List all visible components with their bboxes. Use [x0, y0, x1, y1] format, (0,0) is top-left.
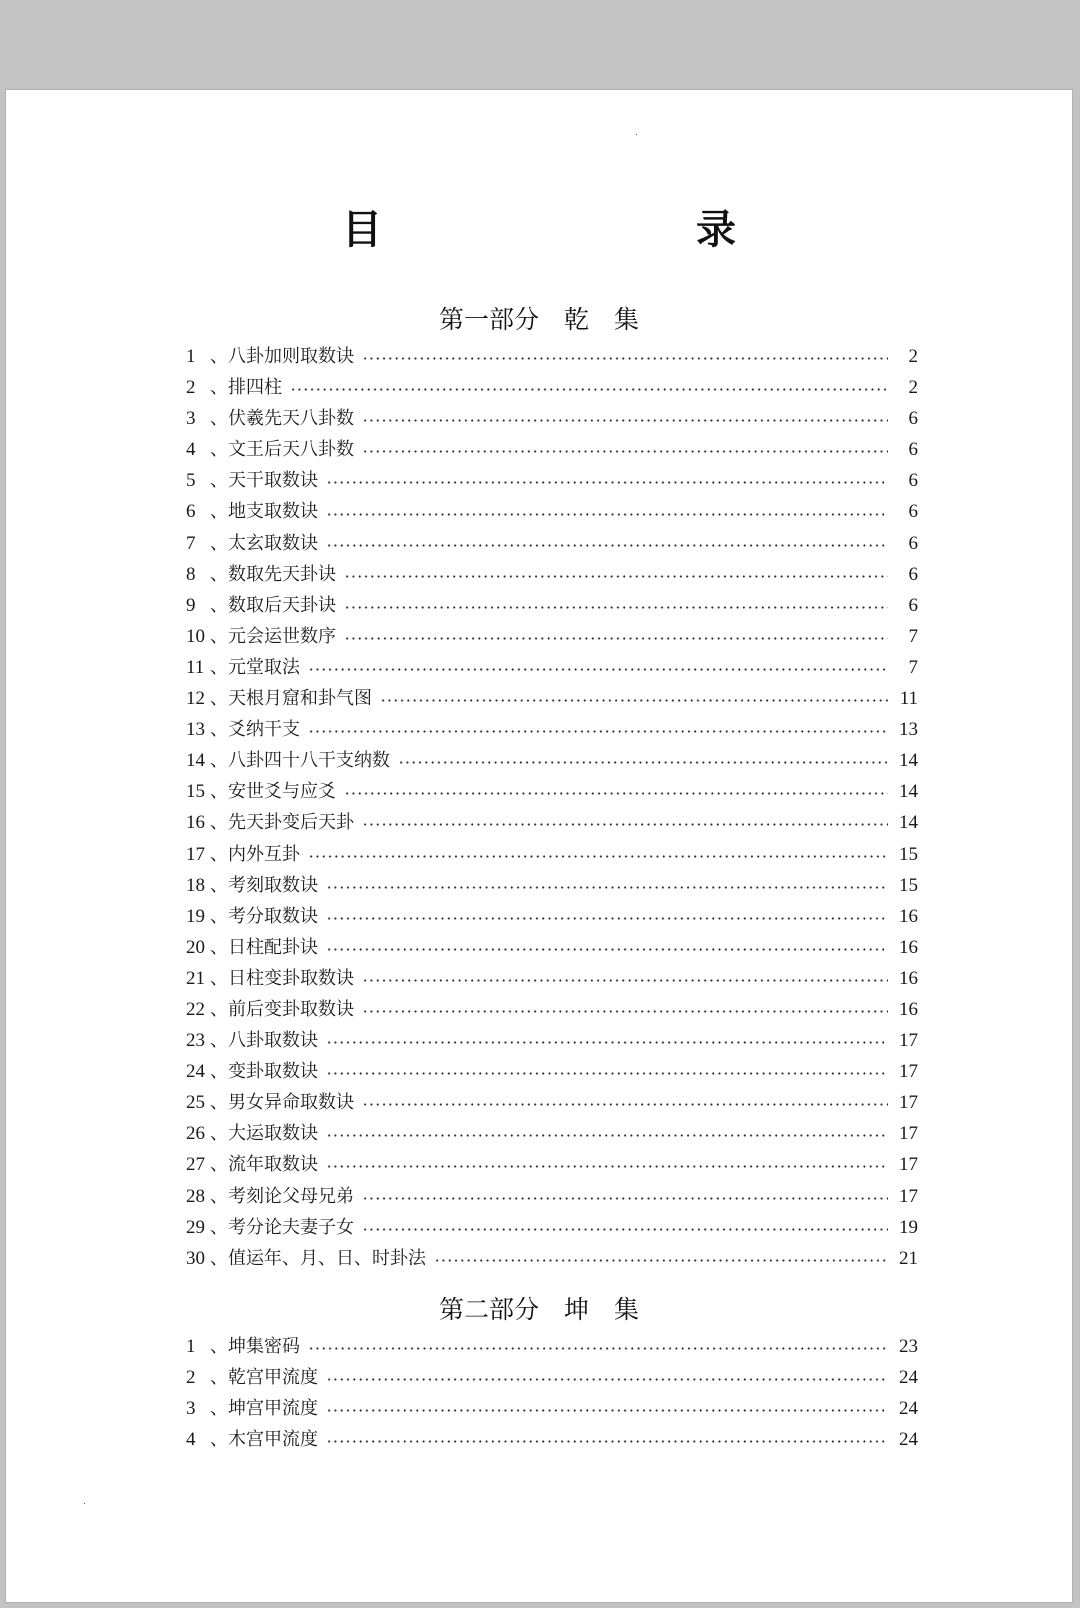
toc-entry[interactable]: [186, 465, 918, 496]
toc-entry[interactable]: [186, 683, 918, 714]
entry-title: 木宫甲流度: [228, 1429, 318, 1451]
toc-entry[interactable]: [186, 1149, 918, 1180]
entry-page-number: 24: [899, 1367, 918, 1389]
toc-entry[interactable]: [186, 434, 918, 465]
dot-leader: [362, 979, 888, 982]
enumeration-comma: 、: [210, 688, 228, 710]
entry-page-number: 2: [908, 377, 918, 399]
entry-number: 6: [186, 501, 196, 523]
scan-speck: [636, 134, 637, 135]
dot-leader: [326, 1134, 888, 1137]
entry-number: 30: [186, 1247, 205, 1269]
entry-title: 值运年、月、日、时卦法: [228, 1247, 426, 1269]
entry-title: 男女异命取数诀: [228, 1092, 354, 1114]
enumeration-comma: 、: [210, 998, 228, 1020]
entry-page-number: 14: [899, 812, 918, 834]
enumeration-comma: 、: [210, 874, 228, 896]
toc-entry[interactable]: [186, 994, 918, 1025]
enumeration-comma: 、: [210, 1154, 228, 1176]
entry-page-number: 13: [899, 719, 918, 741]
document-page: [6, 90, 1072, 1602]
entry-number: 25: [186, 1092, 205, 1114]
scan-speck: [84, 1503, 85, 1504]
toc-entry[interactable]: [186, 1393, 918, 1424]
toc-entry[interactable]: [186, 1087, 918, 1118]
entry-number: 17: [186, 843, 205, 865]
enumeration-comma: 、: [210, 594, 228, 616]
enumeration-comma: 、: [210, 439, 228, 461]
page-title: 目 录: [342, 207, 814, 253]
entry-number: 28: [186, 1185, 205, 1207]
entry-title: 数取先天卦诀: [228, 563, 336, 585]
enumeration-comma: 、: [210, 346, 228, 367]
toc-entry[interactable]: [186, 1025, 918, 1056]
entry-page-number: 19: [899, 1216, 918, 1238]
enumeration-comma: 、: [210, 470, 228, 492]
enumeration-comma: 、: [210, 1429, 228, 1451]
entry-title: 伏羲先天八卦数: [228, 408, 354, 430]
section-heading-part-2: [6, 1290, 1072, 1326]
dot-leader: [308, 855, 888, 858]
enumeration-comma: 、: [210, 501, 228, 523]
entry-number: 29: [186, 1216, 205, 1238]
section-heading-part-1: [6, 300, 1072, 336]
enumeration-comma: 、: [210, 750, 228, 772]
entry-number: 16: [186, 812, 205, 834]
entry-title: 内外互卦: [228, 843, 300, 865]
entry-number: 26: [186, 1123, 205, 1145]
toc-entry[interactable]: [186, 1362, 918, 1393]
toc-list-part-1: [186, 341, 918, 1274]
enumeration-comma: 、: [210, 1398, 228, 1420]
entry-page-number: 6: [908, 439, 918, 461]
entry-number: 15: [186, 781, 205, 803]
entry-title: 八卦四十八干支纳数: [228, 750, 390, 772]
toc-entry[interactable]: [186, 870, 918, 901]
entry-page-number: 15: [899, 843, 918, 865]
toc-entry[interactable]: [186, 1331, 918, 1362]
enumeration-comma: 、: [210, 408, 228, 430]
entry-page-number: 6: [908, 408, 918, 430]
dot-leader: [344, 637, 888, 640]
enumeration-comma: 、: [210, 1216, 228, 1238]
enumeration-comma: 、: [210, 905, 228, 927]
dot-leader: [380, 699, 888, 702]
dot-leader: [362, 1010, 888, 1013]
entry-title: 考分论夫妻子女: [228, 1216, 354, 1238]
dot-leader: [326, 1440, 888, 1443]
entry-title: 流年取数诀: [228, 1154, 318, 1176]
entry-page-number: 17: [899, 1123, 918, 1145]
dot-leader: [362, 419, 888, 422]
enumeration-comma: 、: [210, 563, 228, 585]
entry-page-number: 16: [899, 905, 918, 927]
entry-number: 9: [186, 594, 196, 616]
toc-entry[interactable]: [186, 559, 918, 590]
dot-leader: [308, 668, 888, 671]
dot-leader: [344, 606, 888, 609]
dot-leader: [362, 1103, 888, 1106]
toc-entry[interactable]: [186, 372, 918, 403]
entry-page-number: 6: [908, 470, 918, 492]
toc-entry[interactable]: [186, 1243, 918, 1274]
entry-page-number: 15: [899, 874, 918, 896]
dot-leader: [326, 1409, 888, 1412]
entry-title: 八卦加则取数诀: [228, 346, 354, 367]
entry-title: 考刻取数诀: [228, 874, 318, 896]
toc-entry[interactable]: [186, 932, 918, 963]
entry-number: 5: [186, 470, 196, 492]
enumeration-comma: 、: [210, 719, 228, 741]
toc-entry[interactable]: [186, 963, 918, 994]
toc-entry[interactable]: [186, 714, 918, 745]
enumeration-comma: 、: [210, 1092, 228, 1114]
toc-entry[interactable]: [186, 776, 918, 807]
enumeration-comma: 、: [210, 656, 228, 678]
entry-page-number: 17: [899, 1185, 918, 1207]
entry-title: 太玄取数诀: [228, 532, 318, 554]
enumeration-comma: 、: [210, 1123, 228, 1145]
entry-number: 24: [186, 1061, 205, 1083]
entry-page-number: 14: [899, 781, 918, 803]
dot-leader: [362, 823, 888, 826]
dot-leader: [326, 544, 888, 547]
dot-leader: [434, 1259, 888, 1262]
enumeration-comma: 、: [210, 1030, 228, 1052]
entry-title: 八卦取数诀: [228, 1030, 318, 1052]
toc-entry[interactable]: [186, 496, 918, 527]
entry-number: 27: [186, 1154, 205, 1176]
entry-page-number: 6: [908, 501, 918, 523]
entry-number: 12: [186, 688, 205, 710]
entry-page-number: 16: [899, 967, 918, 989]
entry-number: 21: [186, 967, 205, 989]
entry-page-number: 17: [899, 1061, 918, 1083]
entry-page-number: 6: [908, 594, 918, 616]
entry-page-number: 2: [908, 346, 918, 367]
toc-entry[interactable]: [186, 621, 918, 652]
entry-number: 20: [186, 936, 205, 958]
entry-title: 数取后天卦诀: [228, 594, 336, 616]
enumeration-comma: 、: [210, 936, 228, 958]
entry-page-number: 6: [908, 532, 918, 554]
entry-title: 日柱配卦诀: [228, 936, 318, 958]
entry-page-number: 14: [899, 750, 918, 772]
enumeration-comma: 、: [210, 1367, 228, 1389]
entry-title: 坤集密码: [228, 1336, 300, 1357]
entry-title: 安世爻与应爻: [228, 781, 336, 803]
enumeration-comma: 、: [210, 812, 228, 834]
entry-number: 1: [186, 346, 196, 367]
entry-number: 22: [186, 998, 205, 1020]
toc-entry[interactable]: [186, 1424, 918, 1455]
dot-leader: [326, 917, 888, 920]
dot-leader: [326, 1165, 888, 1168]
enumeration-comma: 、: [210, 1185, 228, 1207]
dot-leader: [344, 792, 888, 795]
dot-leader: [362, 1228, 888, 1231]
entry-number: 7: [186, 532, 196, 554]
enumeration-comma: 、: [210, 1061, 228, 1083]
toc-list-part-2: [186, 1331, 918, 1455]
toc-entry[interactable]: [186, 1056, 918, 1087]
entry-page-number: 11: [899, 688, 918, 710]
dot-leader: [290, 388, 888, 391]
dot-leader: [326, 1072, 888, 1075]
entry-title: 天根月窟和卦气图: [228, 688, 372, 710]
entry-title: 元堂取法: [228, 656, 300, 678]
entry-title: 排四柱: [228, 377, 282, 399]
toc-entry[interactable]: [186, 652, 918, 683]
entry-page-number: 24: [899, 1429, 918, 1451]
entry-title: 文王后天八卦数: [228, 439, 354, 461]
enumeration-comma: 、: [210, 1336, 228, 1357]
dot-leader: [344, 575, 888, 578]
entry-title: 日柱变卦取数诀: [228, 967, 354, 989]
dot-leader: [326, 1041, 888, 1044]
entry-title: 乾宫甲流度: [228, 1367, 318, 1389]
toc-entry[interactable]: [186, 1212, 918, 1243]
entry-page-number: 16: [899, 998, 918, 1020]
dot-leader: [326, 481, 888, 484]
entry-number: 13: [186, 719, 205, 741]
enumeration-comma: 、: [210, 967, 228, 989]
dot-leader: [326, 886, 888, 889]
entry-number: 19: [186, 905, 205, 927]
entry-number: 4: [186, 1429, 196, 1451]
entry-number: 10: [186, 625, 205, 647]
entry-title: 天干取数诀: [228, 470, 318, 492]
entry-page-number: 16: [899, 936, 918, 958]
entry-page-number: 24: [899, 1398, 918, 1420]
enumeration-comma: 、: [210, 532, 228, 554]
entry-title: 先天卦变后天卦: [228, 812, 354, 834]
toc-entry[interactable]: [186, 745, 918, 776]
dot-leader: [326, 948, 888, 951]
toc-entry[interactable]: [186, 901, 918, 932]
entry-title: 前后变卦取数诀: [228, 998, 354, 1020]
entry-number: 8: [186, 563, 196, 585]
entry-number: 11: [186, 656, 205, 678]
entry-number: 23: [186, 1030, 205, 1052]
toc-entry[interactable]: [186, 528, 918, 559]
entry-number: 3: [186, 1398, 196, 1420]
entry-number: 14: [186, 750, 205, 772]
enumeration-comma: 、: [210, 377, 228, 399]
dot-leader: [362, 1197, 888, 1200]
entry-title: 大运取数诀: [228, 1123, 318, 1145]
toc-entry[interactable]: [186, 1181, 918, 1212]
dot-leader: [326, 513, 888, 516]
entry-page-number: 6: [908, 563, 918, 585]
dot-leader: [308, 1347, 888, 1350]
dot-leader: [326, 1378, 888, 1381]
dot-leader: [362, 450, 888, 453]
entry-page-number: 7: [908, 656, 918, 678]
entry-title: 元会运世数序: [228, 625, 336, 647]
toc-entry[interactable]: [186, 807, 918, 838]
entry-page-number: 17: [899, 1030, 918, 1052]
entry-number: 3: [186, 408, 196, 430]
entry-number: 1: [186, 1336, 196, 1357]
entry-number: 18: [186, 874, 205, 896]
toc-entry[interactable]: [186, 1118, 918, 1149]
toc-entry[interactable]: [186, 403, 918, 434]
entry-title: 变卦取数诀: [228, 1061, 318, 1083]
toc-entry[interactable]: [186, 590, 918, 621]
section-heading-text: 第一部分 乾 集: [438, 305, 639, 334]
entry-title: 地支取数诀: [228, 501, 318, 523]
entry-page-number: 21: [899, 1247, 918, 1269]
entry-title: 坤宫甲流度: [228, 1398, 318, 1420]
entry-page-number: 17: [899, 1092, 918, 1114]
toc-entry[interactable]: [186, 839, 918, 870]
dot-leader: [362, 357, 888, 360]
enumeration-comma: 、: [210, 843, 228, 865]
section-heading-text: 第二部分 坤 集: [438, 1295, 639, 1324]
enumeration-comma: 、: [210, 781, 228, 803]
entry-page-number: 17: [899, 1154, 918, 1176]
entry-number: 4: [186, 439, 196, 461]
enumeration-comma: 、: [210, 625, 228, 647]
enumeration-comma: 、: [210, 1247, 228, 1269]
entry-number: 2: [186, 377, 196, 399]
dot-leader: [308, 730, 888, 733]
entry-title: 考分取数诀: [228, 905, 318, 927]
entry-page-number: 23: [899, 1336, 918, 1357]
dot-leader: [398, 761, 888, 764]
entry-number: 2: [186, 1367, 196, 1389]
entry-title: 考刻论父母兄弟: [228, 1185, 354, 1207]
toc-entry[interactable]: [186, 341, 918, 372]
entry-page-number: 7: [908, 625, 918, 647]
entry-title: 爻纳干支: [228, 719, 300, 741]
